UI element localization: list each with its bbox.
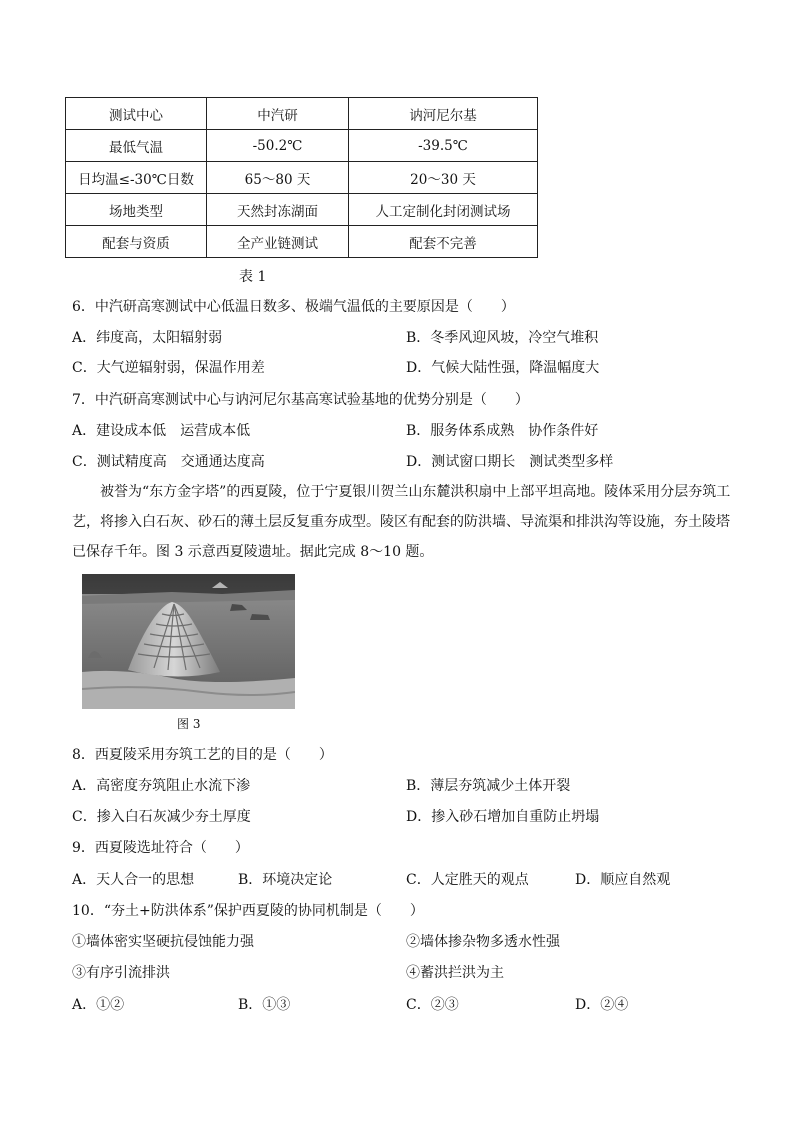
table-cell: 20～30 天 bbox=[349, 162, 538, 194]
question-6-option-c: C．大气逆辐射弱，保温作用差 bbox=[72, 360, 265, 376]
question-7-stem: 7．中汽研高寒测试中心与讷河尼尔基高寒试验基地的优势分别是（ ） bbox=[72, 392, 529, 408]
question-7-option-b: B．服务体系成熟 协作条件好 bbox=[406, 423, 599, 439]
table-cell: -39.5℃ bbox=[349, 130, 538, 162]
table-caption: 表 1 bbox=[239, 269, 267, 285]
question-7-option-c: C．测试精度高 交通通达度高 bbox=[72, 454, 265, 470]
question-9-option-c: C．人定胜天的观点 bbox=[406, 872, 529, 888]
question-9-stem: 9．西夏陵选址符合（ ） bbox=[72, 840, 249, 856]
question-10-option-a: A．①② bbox=[72, 997, 125, 1013]
question-7-option-a: A．建设成本低 运营成本低 bbox=[72, 423, 251, 439]
reading-passage: 被誉为“东方金字塔”的西夏陵，位于宁夏银川贺兰山东麓洪积扇中上部平坦高地。陵体采用分层夯筑工艺，将掺入白石灰、砂石的薄土层反复重夯成型。陵区有配套的防洪墙、导流渠和排洪沟等设施，夯土陵塔已保存千年。图 3 示意西夏陵遗址。据此完成 8～10 题。 bbox=[72, 484, 731, 560]
question-10-statement-4: ④蓄洪拦洪为主 bbox=[406, 965, 504, 981]
table-row bbox=[66, 98, 538, 130]
table-row bbox=[66, 226, 538, 258]
table-cell: 讷河尼尔基 bbox=[349, 98, 538, 130]
question-10-option-b: B．①③ bbox=[238, 997, 291, 1013]
question-8-option-b: B．薄层夯筑减少土体开裂 bbox=[406, 778, 571, 794]
table-cell: 场地类型 bbox=[66, 194, 207, 226]
table-cell: 配套不完善 bbox=[349, 226, 538, 258]
table-row bbox=[66, 162, 538, 194]
table-cell: 中汽研 bbox=[207, 98, 349, 130]
comparison-table bbox=[65, 97, 538, 258]
question-10-statement-1: ①墙体密实坚硬抗侵蚀能力强 bbox=[72, 934, 254, 950]
question-6-option-d: D．气候大陆性强，降温幅度大 bbox=[406, 360, 600, 376]
question-8-option-a: A．高密度夯筑阻止水流下渗 bbox=[72, 778, 251, 794]
table-row bbox=[66, 194, 538, 226]
question-9-option-b: B．环境决定论 bbox=[238, 872, 333, 888]
question-10-statement-3: ③有序引流排洪 bbox=[72, 965, 170, 981]
table-cell: 人工定制化封闭测试场 bbox=[349, 194, 538, 226]
question-10-stem: 10．“夯土+防洪体系”保护西夏陵的协同机制是（ ） bbox=[72, 903, 424, 919]
table-cell: 最低气温 bbox=[66, 130, 207, 162]
table-cell: 全产业链测试 bbox=[207, 226, 349, 258]
table-cell: 天然封冻湖面 bbox=[207, 194, 349, 226]
table-cell: 配套与资质 bbox=[66, 226, 207, 258]
question-9-option-d: D．顺应自然观 bbox=[575, 872, 671, 888]
xixia-mausoleum-photo bbox=[82, 574, 295, 709]
question-9-option-a: A．天人合一的思想 bbox=[72, 872, 195, 888]
question-7-option-d: D．测试窗口期长 测试类型多样 bbox=[406, 454, 614, 470]
question-6-option-b: B．冬季风迎风坡，冷空气堆积 bbox=[406, 330, 599, 346]
table-cell: 65～80 天 bbox=[207, 162, 349, 194]
table-cell: -50.2℃ bbox=[207, 130, 349, 162]
question-10-option-c: C．②③ bbox=[406, 997, 459, 1013]
question-10-option-d: D．②④ bbox=[575, 997, 629, 1013]
table-cell: 测试中心 bbox=[66, 98, 207, 130]
question-6-option-a: A．纬度高，太阳辐射弱 bbox=[72, 330, 223, 346]
table-row bbox=[66, 130, 538, 162]
question-6-stem: 6．中汽研高寒测试中心低温日数多、极端气温低的主要原因是（ ） bbox=[72, 299, 515, 315]
question-10-statement-2: ②墙体掺杂物多透水性强 bbox=[406, 934, 560, 950]
question-8-option-d: D．掺入砂石增加自重防止坍塌 bbox=[406, 809, 600, 825]
table-cell: 日均温≤-30℃日数 bbox=[66, 162, 207, 194]
figure-label: 图 3 bbox=[177, 717, 201, 731]
question-8-option-c: C．掺入白石灰减少夯土厚度 bbox=[72, 809, 251, 825]
question-8-stem: 8．西夏陵采用夯筑工艺的目的是（ ） bbox=[72, 747, 333, 763]
